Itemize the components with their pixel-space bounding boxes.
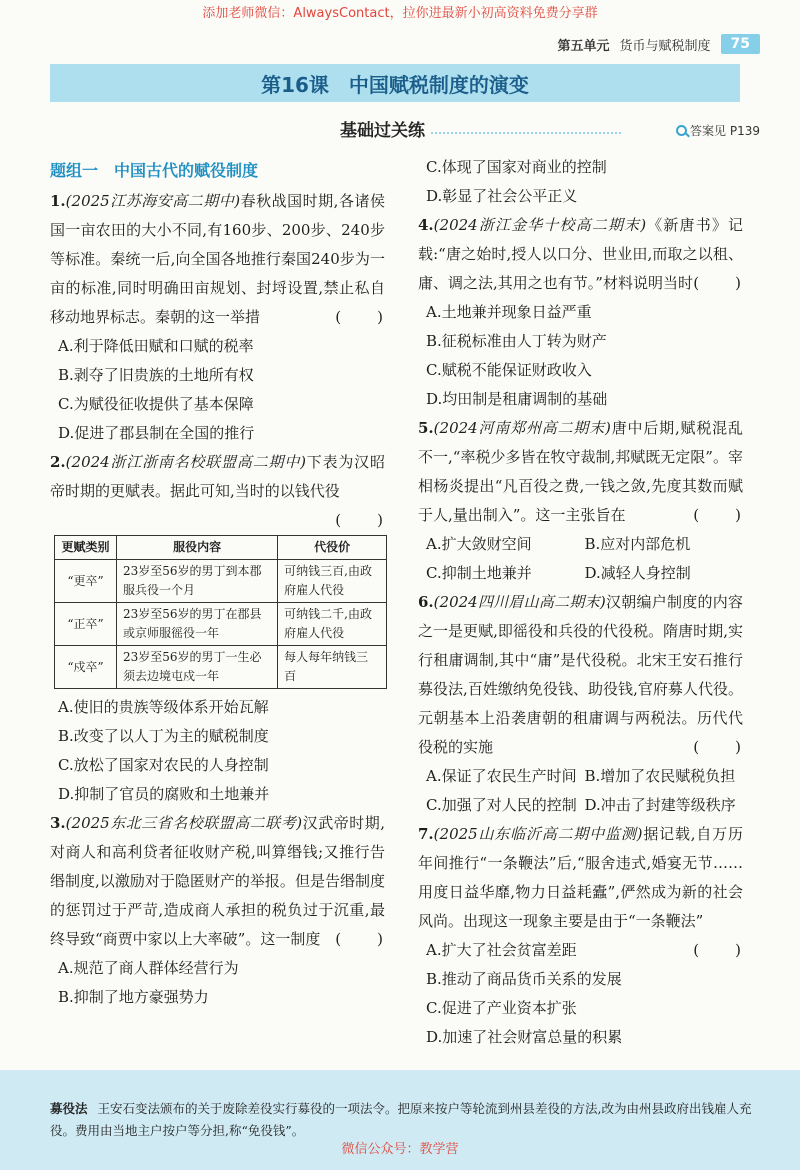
answer-bracket: ( ): [335, 511, 385, 529]
table-header: 服役内容: [117, 536, 278, 560]
question-stem: 汉武帝时期,对商人和高利贷者征收财产税,叫算缗钱;又推行告缗制度,以激励对于隐匿财产的举报。但是告缗制度的惩罚过于严苛,造成商人承担的税负过于沉重,最终导致“商贾中家以上大率破”。这一制度: [50, 814, 385, 948]
option: B.应对内部危机: [584, 535, 691, 553]
option: D.均田制是租庸调制的基础: [426, 390, 608, 408]
section-title: 基础过关练: [340, 121, 425, 141]
option: B.推动了商品货币关系的发展: [426, 970, 622, 988]
option: A.规范了商人群体经营行为: [58, 959, 239, 977]
option: C.体现了国家对商业的控制: [426, 158, 607, 176]
answer-bracket: ( ): [693, 274, 743, 292]
option: D.冲击了封建等级秩序: [584, 796, 736, 814]
question-stem: 汉朝编户制度的内容之一是更赋,即徭役和兵役的代役税。隋唐时期,实行租庸调制,其中“庸”是代役税。北宋王安石推行募役法,百姓缴纳免役钱、助役钱,官府募人代役。元朝基本上沿袭唐朝的租庸调与两税法。历代代役税的实施: [418, 593, 743, 756]
table-header: 更赋类别: [55, 536, 117, 560]
option-row: [418, 530, 743, 559]
table-row: [55, 646, 387, 689]
table-cell: 每人每年纳钱三百: [278, 646, 387, 689]
question-number: 6.: [418, 593, 434, 611]
answer-bracket: ( ): [693, 506, 743, 524]
question-stem: 据记载,自万历年间推行“一条鞭法”后,“服舍违式,婚宴无节……用度日益华靡,物力日益耗蠹”,俨然成为新的社会风尚。出现这一现象主要是由于“一条鞭法”: [418, 825, 743, 930]
option: A.利于降低田赋和口赋的税率: [58, 337, 254, 355]
option: D.减轻人身控制: [584, 564, 691, 582]
question-number: 5.: [418, 419, 434, 437]
question-source: (2025山东临沂高二期中监测): [433, 825, 643, 843]
table-cell: “更卒”: [55, 560, 117, 603]
option: C.促进了产业资本扩张: [426, 999, 577, 1017]
footnote-text: 王安石变法颁布的关于废除差役实行募役的一项法令。把原来按户等轮流到州县差役的方法,改为由州县政府出钱雇人充役。费用由当地主户按户等分担,称“免役钱”。: [50, 1101, 752, 1138]
search-icon: [676, 125, 687, 136]
question-1: [50, 187, 385, 332]
unit-label: 第五单元: [557, 38, 610, 54]
section-header: [340, 116, 621, 141]
option: B.增加了农民赋税负担: [584, 767, 736, 785]
option: D.彰显了社会公平正义: [426, 187, 578, 205]
question-4: [418, 211, 743, 298]
question-stem: 《新唐书》记载:“唐之始时,授人以口分、世业田,而取之以租、庸、调之法,其用之也有节。”材料说明当时: [418, 216, 743, 292]
answer-bracket: ( ): [335, 308, 385, 326]
table-cell: 23岁至56岁的男丁到本郡服兵役一个月: [117, 560, 278, 603]
question-3: [50, 809, 385, 954]
watermark-top: 添加老师微信：AlwaysContact，拉你进最新小初高资料免费分享群: [202, 6, 598, 21]
option: A.土地兼并现象日益严重: [426, 303, 592, 321]
option: A.扩大了社会贫富差距: [426, 941, 577, 959]
option: A.保证了农民生产时间: [426, 767, 577, 785]
running-header: [557, 34, 760, 54]
table-cell: 23岁至56岁的男丁在郡县或京师服徭役一年: [117, 603, 278, 646]
group-title: 题组一 中国古代的赋役制度: [50, 161, 259, 180]
question-stem: 唐中后期,赋税混乱不一,“率税少多皆在牧守裁制,邦赋既无定限”。宰相杨炎提出“凡百役之费,一钱之敛,先度其数而赋于人,量出制入”。这一主张旨在: [418, 419, 743, 524]
tax-table: [54, 535, 387, 689]
question-stem: 下表为汉昭帝时期的更赋表。据此可知,当时的以钱代役: [50, 453, 385, 500]
option: C.赋税不能保证财政收入: [426, 361, 592, 379]
option: B.征税标准由人丁转为财产: [426, 332, 607, 350]
table-cell: 23岁至56岁的男丁一生必须去边境屯戍一年: [117, 646, 278, 689]
question-stem: 春秋战国时期,各诸侯国一亩农田的大小不同,有160步、200步、240步等标准。秦统一后,向全国各地推行秦国240步为一亩的标准,同时明确田亩规划、封埒设置,禁止私自移动地界标志。秦朝的这一举措: [50, 192, 385, 326]
question-source: (2024浙江金华十校高二期末): [433, 216, 647, 234]
answer-reference: [676, 122, 760, 139]
question-5: [418, 414, 743, 530]
table-cell: 可纳钱三百,由政府雇人代役: [278, 560, 387, 603]
table-cell: 可纳钱二千,由政府雇人代役: [278, 603, 387, 646]
option: A.使旧的贵族等级体系开始瓦解: [58, 698, 269, 716]
option: C.加强了对人民的控制: [426, 796, 577, 814]
answer-reference-text: 答案见 P139: [690, 124, 760, 138]
question-number: 3.: [50, 814, 66, 832]
option: D.加速了社会财富总量的积累: [426, 1028, 623, 1046]
right-column: [418, 153, 743, 1052]
question-number: 4.: [418, 216, 434, 234]
option: A.扩大敛财空间: [426, 535, 532, 553]
option: C.为赋役征收提供了基本保障: [58, 395, 254, 413]
option: B.剥夺了旧贵族的土地所有权: [58, 366, 254, 384]
answer-bracket: ( ): [693, 738, 743, 756]
option-row: [418, 762, 743, 791]
question-2: [50, 448, 385, 529]
watermark-bottom: 微信公众号：教学营: [341, 1142, 459, 1157]
question-source: (2025东北三省名校联盟高二联考): [65, 814, 303, 832]
answer-bracket: ( ): [693, 941, 743, 959]
page-number: 75: [721, 34, 760, 54]
option-row: [418, 559, 743, 588]
unit-topic: 货币与赋税制度: [619, 38, 711, 54]
question-source: (2024浙江浙南名校联盟高二期中): [65, 453, 306, 471]
table-cell: “正卒”: [55, 603, 117, 646]
footnote-term: 募役法: [50, 1101, 88, 1116]
left-column: [50, 156, 385, 1012]
option: B.抑制了地方豪强势力: [58, 988, 209, 1006]
table-row: [55, 603, 387, 646]
table-cell: “戍卒”: [55, 646, 117, 689]
question-6: [418, 588, 743, 762]
question-source: (2025江苏海安高二期中): [65, 192, 241, 210]
question-number: 7.: [418, 825, 434, 843]
option: D.抑制了官员的腐败和土地兼并: [58, 785, 270, 803]
table-header-row: [55, 536, 387, 560]
section-divider: [431, 124, 621, 134]
option-row: [418, 791, 743, 820]
question-source: (2024四川眉山高二期末): [433, 593, 606, 611]
question-number: 2.: [50, 453, 66, 471]
option: D.促进了郡县制在全国的推行: [58, 424, 255, 442]
table-header: 代役价: [278, 536, 387, 560]
question-source: (2024河南郑州高二期末): [433, 419, 611, 437]
question-number: 1.: [50, 192, 66, 210]
lesson-title: 第16课 中国赋税制度的演变: [50, 64, 740, 102]
answer-bracket: ( ): [335, 930, 385, 948]
option: C.放松了国家对农民的人身控制: [58, 756, 269, 774]
option: B.改变了以人丁为主的赋税制度: [58, 727, 269, 745]
option: C.抑制土地兼并: [426, 564, 532, 582]
table-row: [55, 560, 387, 603]
